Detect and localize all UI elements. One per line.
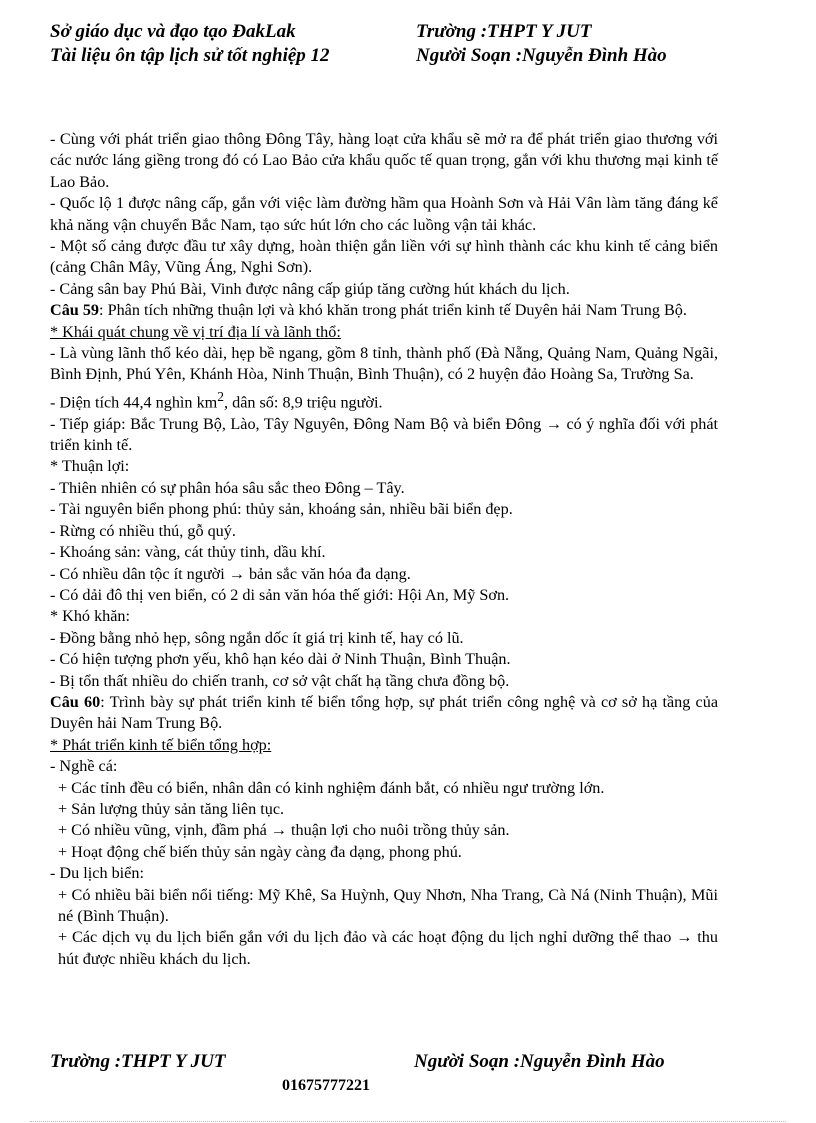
header-right bbox=[416, 20, 667, 68]
page-edge-divider bbox=[30, 1121, 786, 1122]
document-body bbox=[50, 129, 718, 970]
sub-item: + Các tỉnh đều có biển, nhân dân có kinh nghiệm đánh bắt, có nhiều ngư trường lớn. bbox=[58, 778, 605, 797]
question-60 bbox=[50, 692, 718, 735]
sub-item: + Sản lượng thủy sản tăng liên tục. bbox=[58, 799, 285, 818]
list-item: - Nghề cá: bbox=[50, 757, 118, 776]
header-department: Sở giáo dục và đạo tạo ĐakLak bbox=[50, 21, 296, 42]
paragraph: - Quốc lộ 1 được nâng cấp, gắn với việc làm đường hầm qua Hoành Sơn và Hải Vân làm tăng đáng kể khả năng vận chuyển Bắc Nam, tạo sức hút lớn cho các luồng vận tải khác. bbox=[50, 194, 718, 234]
footer-phone: 01675777221 bbox=[282, 1077, 370, 1094]
paragraph-area: - Diện tích 44,4 nghìn $km^2$, dân số: 8,9 triệu người. bbox=[50, 388, 383, 412]
sub-item: + Hoạt động chế biến thủy sản ngày càng đa dạng, phong phú. bbox=[58, 842, 462, 861]
sub-item: + Có nhiều bãi biển nổi tiếng: Mỹ Khê, Sa Huỳnh, Quy Nhơn, Nha Trang, Cà Ná (Ninh Thuận), Mũi né (Bình Thuận). bbox=[58, 885, 718, 926]
header-author: Người Soạn :Nguyễn Đình Hào bbox=[416, 45, 667, 66]
paragraph: - Là vùng lãnh thổ kéo dài, hẹp bề ngang, gồm 8 tỉnh, thành phố (Đà Nẵng, Quảng Nam, Quảng Ngãi, Bình Định, Phú Yên, Khánh Hòa, Ninh Thuận, Bình Thuận), có 2 huyện đảo Hoàng Sa, Trường Sa. bbox=[50, 344, 718, 384]
list-item: - Có dải đô thị ven biển, có 2 di sản văn hóa thế giới: Hội An, Mỹ Sơn. bbox=[50, 585, 510, 604]
section-heading: * Thuận lợi: bbox=[50, 457, 130, 476]
list-item: - Đồng bằng nhỏ hẹp, sông ngắn dốc ít giá trị kinh tế, hay có lũ. bbox=[50, 628, 464, 647]
question-59 bbox=[50, 300, 718, 321]
list-item: - Rừng có nhiều thú, gỗ quý. bbox=[50, 521, 236, 540]
question-60-label: Câu 60 bbox=[50, 692, 101, 711]
list-item: - Khoáng sản: vàng, cát thủy tinh, dầu khí. bbox=[50, 543, 326, 562]
paragraph: - Cảng sân bay Phú Bài, Vinh được nâng cấp giúp tăng cường hút khách du lịch. bbox=[50, 279, 570, 298]
section-heading: * Khái quát chung về vị trí địa lí và lãnh thổ: bbox=[50, 322, 341, 341]
paragraph: - Một số cảng được đầu tư xây dựng, hoàn thiện gắn liền với sự hình thành các khu kinh tế cảng biển (cảng Chân Mây, Vũng Áng, Nghi Sơn). bbox=[50, 237, 718, 277]
header-document-title: Tài liệu ôn tập lịch sử tốt nghiệp 12 bbox=[50, 45, 330, 66]
footer-school: Trường :THPT Y JUT bbox=[50, 1051, 226, 1072]
list-item: - Du lịch biển: bbox=[50, 864, 144, 883]
list-item: - Có hiện tượng phơn yếu, khô hạn kéo dài ở Ninh Thuận, Bình Thuận. bbox=[50, 650, 511, 669]
footer-author: Người Soạn :Nguyễn Đình Hào bbox=[414, 1051, 665, 1072]
list-item: - Thiên nhiên có sự phân hóa sâu sắc theo Đông – Tây. bbox=[50, 478, 405, 497]
question-60-text: : Trình bày sự phát triển kinh tế biển tổng hợp, sự phát triển công nghệ và cơ sở hạ tầng của Duyên hải Nam Trung Bộ. bbox=[50, 692, 718, 733]
paragraph: - Tiếp giáp: Bắc Trung Bộ, Lào, Tây Nguyên, Đông Nam Bộ và biển Đông → có ý nghĩa đối với phát triển kinh tế. bbox=[50, 414, 718, 455]
sub-item: + Các dịch vụ du lịch biển gắn với du lịch đảo và các hoạt động du lịch nghỉ dưỡng thể thao → thu hút được nhiều khách du lịch. bbox=[58, 928, 718, 968]
section-heading: * Khó khăn: bbox=[50, 607, 131, 626]
sub-item: + Có nhiều vũng, vịnh, đầm phá → thuận lợi cho nuôi trồng thủy sản. bbox=[58, 821, 510, 840]
header-left bbox=[50, 20, 330, 68]
section-heading: * Phát triển kinh tế biển tổng hợp: bbox=[50, 735, 272, 754]
paragraph: - Cùng với phát triển giao thông Đông Tây, hàng loạt cửa khẩu sẽ mở ra để phát triển giao thương với các nước láng giềng trong đó có Lao Bảo cửa khẩu quốc tế quan trọng, gắn với khu thương mại kinh tế Lao Bảo. bbox=[50, 130, 718, 191]
header-school: Trường :THPT Y JUT bbox=[416, 21, 592, 42]
question-59-label: Câu 59 bbox=[50, 301, 100, 320]
question-59-text: : Phân tích những thuận lợi và khó khăn trong phát triển kinh tế Duyên hải Nam Trung Bộ. bbox=[99, 301, 687, 320]
list-item: - Có nhiều dân tộc ít người → bản sắc văn hóa đa dạng. bbox=[50, 564, 411, 583]
superscript: 2 bbox=[217, 388, 224, 404]
list-item: - Tài nguyên biển phong phú: thủy sản, khoáng sản, nhiều bãi biển đẹp. bbox=[50, 500, 513, 519]
list-item: - Bị tổn thất nhiều do chiến tranh, cơ sở vật chất hạ tầng chưa đồng bộ. bbox=[50, 671, 510, 690]
